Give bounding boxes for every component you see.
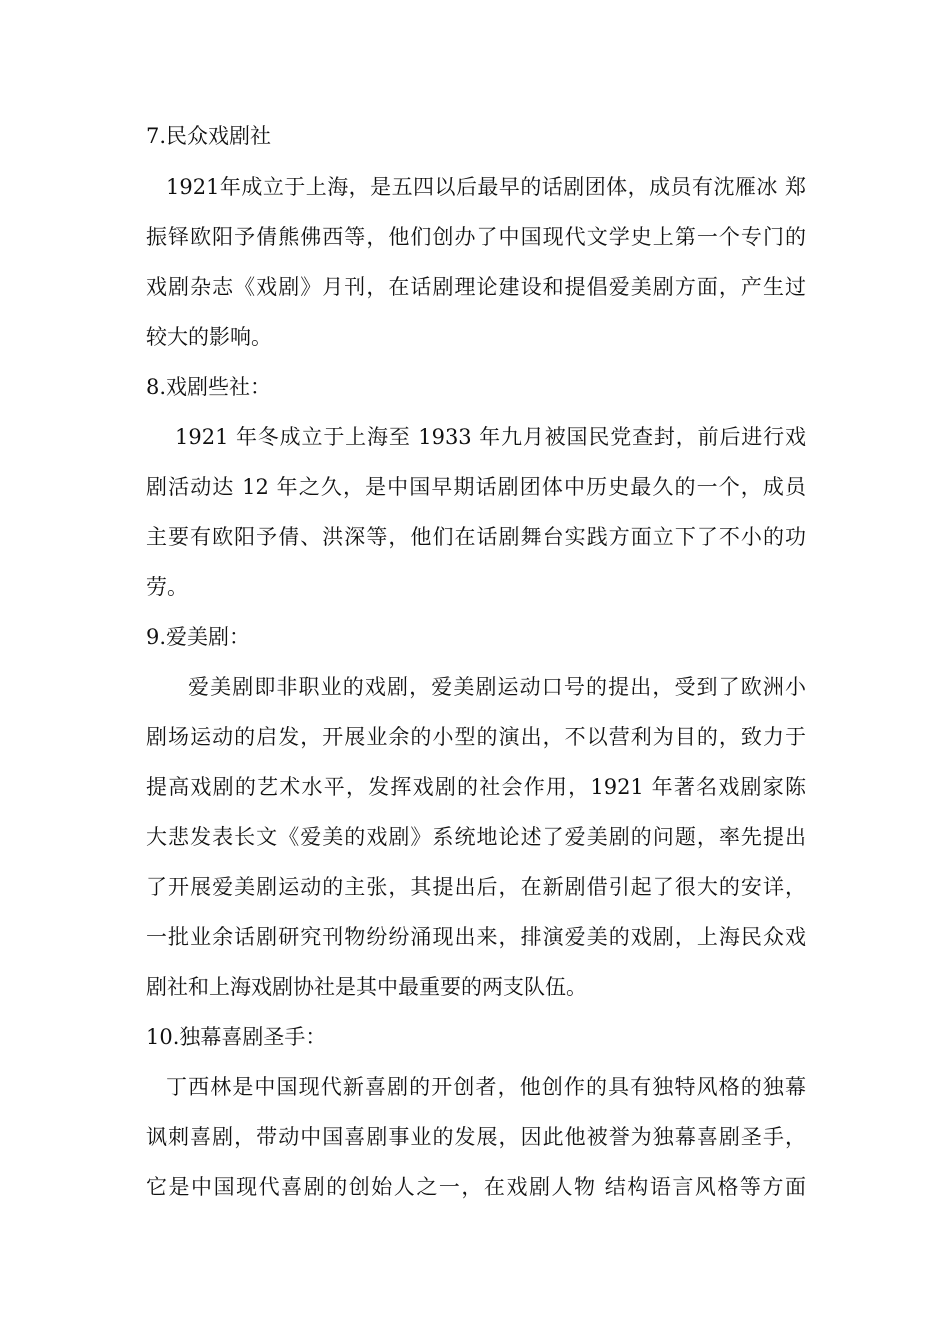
paragraph-line: 提高戏剧的艺术水平，发挥戏剧的社会作用，1921 年著名戏剧家陈: [146, 775, 806, 799]
paragraph-line: 主要有欧阳予倩、洪深等，他们在话剧舞台实践方面立下了不小的功: [146, 525, 806, 549]
paragraph-line: 剧活动达 12 年之久，是中国早期话剧团体中历史最久的一个，成员: [146, 475, 806, 499]
paragraph-line: 劳。: [146, 575, 188, 599]
paragraph-line: 1921 年冬成立于上海至 1933 年九月被国民党查封，前后进行戏: [175, 425, 806, 449]
paragraph-line: 剧场运动的启发，开展业余的小型的演出，不以营利为目的，致力于: [146, 725, 806, 749]
paragraph-line: 大悲发表长文《爱美的戏剧》系统地论述了爱美剧的问题，率先提出: [146, 825, 806, 849]
paragraph-line: 了开展爱美剧运动的主张，其提出后，在新剧借引起了很大的安详，: [146, 875, 806, 899]
paragraph-line: 丁西林是中国现代新喜剧的开创者，他创作的具有独特风格的独幕: [166, 1075, 806, 1099]
paragraph-line: 1921年成立于上海，是五四以后最早的话剧团体，成员有沈雁冰 郑: [166, 175, 806, 199]
section-heading: 8.戏剧些社：: [146, 375, 272, 399]
paragraph-line: 戏剧杂志《戏剧》月刊，在话剧理论建设和提倡爱美剧方面，产生过: [146, 275, 806, 299]
section-heading: 7.民众戏剧社: [146, 124, 272, 148]
paragraph-line: 爱美剧即非职业的戏剧，爱美剧运动口号的提出，受到了欧洲小: [188, 675, 806, 699]
section-heading: 9.爱美剧：: [146, 625, 251, 649]
paragraph-line: 剧社和上海戏剧协社是其中最重要的两支队伍。: [146, 975, 587, 999]
paragraph-line: 它是中国现代喜剧的创始人之一，在戏剧人物 结构语言风格等方面: [146, 1175, 806, 1199]
paragraph-line: 讽刺喜剧，带动中国喜剧事业的发展，因此他被誉为独幕喜剧圣手，: [146, 1125, 806, 1149]
paragraph-line: 一批业余话剧研究刊物纷纷涌现出来，排演爱美的戏剧，上海民众戏: [146, 925, 806, 949]
paragraph-line: 振铎欧阳予倩熊佛西等，他们创办了中国现代文学史上第一个专门的: [146, 225, 806, 249]
section-heading: 10.独幕喜剧圣手：: [146, 1025, 327, 1049]
paragraph-line: 较大的影响。: [146, 325, 272, 349]
